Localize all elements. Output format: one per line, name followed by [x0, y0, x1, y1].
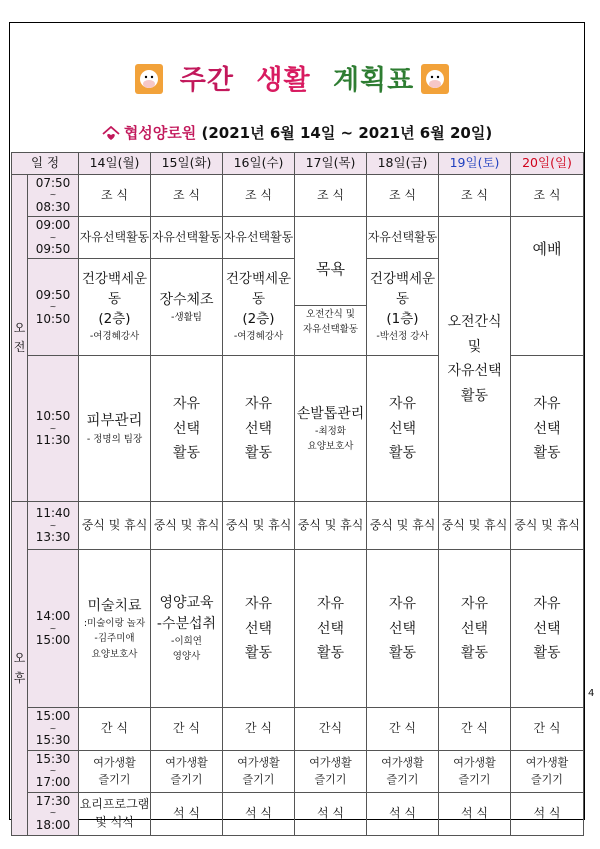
ox-mascot-icon	[421, 64, 449, 94]
time-cell	[28, 750, 79, 792]
cell-free	[439, 550, 511, 708]
text-line: 여가생활	[309, 755, 352, 769]
text-line: 자유	[316, 596, 345, 613]
text-line: -여경혜강사	[89, 331, 140, 343]
day-header: 18일(금)	[367, 153, 439, 175]
cell: 조 식	[439, 175, 511, 217]
cell: 자유선택활동	[367, 217, 439, 259]
cell: 중식 및 휴식	[439, 502, 511, 550]
title-word: 생활	[256, 65, 311, 96]
text-line: 장수체조	[159, 291, 214, 308]
cell: 석 식	[295, 792, 367, 835]
cell-exercise	[223, 259, 295, 356]
period-char: 후	[13, 670, 26, 685]
cell-exercise	[79, 259, 151, 356]
text-line: 활동	[388, 445, 417, 462]
cell: 중식 및 휴식	[511, 502, 584, 550]
time-end: 13:30	[35, 530, 71, 545]
table-row	[12, 750, 584, 792]
cell: 석 식	[151, 792, 223, 835]
text-line: 즐기기	[314, 773, 347, 787]
table-row	[12, 792, 584, 835]
cell: 간 식	[151, 708, 223, 750]
cell-bath	[295, 217, 367, 356]
title-word: 주간	[179, 65, 234, 96]
cell-nailcare	[295, 356, 367, 502]
text-line: -김주미애	[94, 633, 135, 645]
day-header: 15일(화)	[151, 153, 223, 175]
cell-saturday-am	[439, 217, 511, 502]
subtitle	[11, 122, 583, 143]
text-line: 요리프로그램	[79, 797, 150, 812]
cell-leisure	[295, 750, 367, 792]
cell: 조 식	[151, 175, 223, 217]
cell-free	[223, 356, 295, 502]
house-heart-icon	[102, 126, 120, 142]
cell: 간 식	[223, 708, 295, 750]
text-line: 여가생활	[525, 755, 569, 769]
time-end: 08:30	[35, 199, 71, 214]
text-line: 즐기기	[170, 773, 203, 787]
table-row	[12, 502, 584, 550]
period-char: 오	[13, 320, 26, 335]
text-line: 여가생활	[93, 755, 136, 769]
text-line: 요양보호사	[307, 440, 354, 452]
cell: 간 식	[511, 708, 584, 750]
time-cell	[28, 502, 79, 550]
cell: 조 식	[367, 175, 439, 217]
cell: 석 식	[511, 792, 584, 835]
text-line: 미술치료	[87, 597, 142, 614]
text-line: 손발톱관리	[296, 405, 365, 422]
text-line: 자유	[533, 596, 561, 613]
text-line: 활동	[533, 645, 561, 662]
text-line: -박선정 강사	[376, 331, 429, 343]
time-start: 15:00	[35, 709, 71, 724]
text-line: 및 석식	[95, 814, 134, 829]
time-start: 17:30	[35, 794, 71, 809]
cell: 간 식	[439, 708, 511, 750]
schedule-table	[11, 152, 584, 836]
cell: 석 식	[367, 792, 439, 835]
time-cell	[28, 792, 79, 835]
time-cell	[28, 550, 79, 708]
cell-art-therapy	[79, 550, 151, 708]
text-line: 활동	[172, 445, 201, 462]
time-end: 10:50	[35, 311, 71, 326]
time-tilde: ~	[49, 723, 57, 733]
cell: 간 식	[79, 708, 151, 750]
time-tilde: ~	[49, 302, 57, 312]
date-range: (2021년 6월 14일 ~ 2021년 6월 20일)	[201, 124, 493, 142]
text-line: 선택	[533, 620, 561, 637]
cell-free	[223, 550, 295, 708]
text-line: 선택	[388, 620, 417, 637]
text-line: 자유	[244, 396, 273, 413]
text-line: 피부관리	[86, 412, 143, 429]
period-pm	[12, 502, 28, 835]
cell-free	[295, 550, 367, 708]
cell-free	[367, 550, 439, 708]
text-line: 활동	[316, 645, 345, 662]
page-title	[11, 58, 583, 97]
cell: 자유선택활동	[223, 217, 295, 259]
cell: 간식	[295, 708, 367, 750]
text-line: 여가생활	[453, 755, 496, 769]
note-line: 자유선택활동	[302, 323, 359, 335]
header-row	[12, 153, 584, 175]
text-line: - 정명의 팀장	[86, 433, 143, 445]
cell: 석 식	[223, 792, 295, 835]
text-line: 여가생활	[165, 755, 208, 769]
text-line: 활동	[460, 645, 489, 662]
text-line: -최정화	[315, 425, 346, 437]
day-header-saturday: 19일(토)	[439, 153, 511, 175]
text-line: 선택	[244, 620, 273, 637]
cell-cooking	[79, 792, 151, 835]
text-line: -생활팀	[171, 311, 202, 323]
text-line: 즐기기	[386, 773, 419, 787]
time-tilde: ~	[49, 423, 57, 433]
org-name: 협성양로원	[123, 124, 197, 142]
cell: 중식 및 휴식	[79, 502, 151, 550]
text-line: 즐기기	[98, 773, 131, 787]
cell-free	[511, 356, 584, 502]
cell-leisure	[151, 750, 223, 792]
cell-skincare	[79, 356, 151, 502]
time-start: 09:50	[35, 287, 71, 302]
text-line: 자유선택	[447, 363, 502, 380]
text-line: 영양교육	[159, 595, 214, 612]
table-row	[12, 708, 584, 750]
time-start: 09:00	[35, 218, 71, 233]
time-cell	[28, 217, 79, 259]
cell-free	[511, 550, 584, 708]
time-end: 18:00	[35, 817, 71, 832]
text-line: 선택	[244, 420, 273, 437]
text-line: 선택	[460, 620, 489, 637]
bath-label: 목욕	[316, 260, 345, 279]
cell: 중식 및 휴식	[295, 502, 367, 550]
title-word: 계획표	[332, 65, 415, 96]
text-line: 자유	[460, 596, 489, 613]
text-line: :미술이랑 놀자	[83, 618, 146, 630]
text-line: 자유	[172, 396, 201, 413]
bath-note	[295, 305, 366, 337]
text-line: (2층)	[242, 310, 275, 327]
text-line: 자유	[388, 396, 417, 413]
text-line: 즐기기	[458, 773, 491, 787]
cell: 중식 및 휴식	[367, 502, 439, 550]
time-start: 10:50	[35, 409, 71, 424]
cell-nutrition	[151, 550, 223, 708]
time-end: 11:30	[35, 433, 71, 448]
time-tilde: ~	[49, 623, 57, 633]
time-start: 07:50	[35, 176, 71, 190]
text-line: 요양보호사	[91, 648, 138, 660]
cell: 조 식	[295, 175, 367, 217]
corner-cell: 일 정	[12, 153, 79, 175]
note-line: 오전간식 및	[306, 308, 355, 320]
cell: 조 식	[223, 175, 295, 217]
text-line: (1층)	[386, 310, 419, 327]
text-line: 활동	[533, 445, 561, 462]
time-cell	[28, 175, 79, 217]
period-char: 오	[13, 651, 26, 666]
cell-leisure	[79, 750, 151, 792]
text-line: 즐기기	[242, 773, 275, 787]
day-header: 17일(목)	[295, 153, 367, 175]
text-line: 오전간식	[447, 314, 502, 331]
cell-leisure	[511, 750, 584, 792]
text-line: 활동	[244, 645, 273, 662]
day-header-sunday: 20일(일)	[511, 153, 584, 175]
cell-exercise	[151, 259, 223, 356]
table-row	[12, 175, 584, 217]
text-line: 선택	[388, 420, 417, 437]
cell-free	[151, 356, 223, 502]
cell-leisure	[223, 750, 295, 792]
time-tilde: ~	[49, 232, 57, 242]
period-char: 전	[13, 340, 26, 355]
cell-exercise	[367, 259, 439, 356]
text-line: 즐기기	[531, 773, 563, 787]
page-number: 4	[588, 688, 595, 699]
text-line: 자유	[244, 596, 273, 613]
cell-worship	[511, 217, 584, 356]
time-cell	[28, 356, 79, 502]
text-line: 및	[467, 338, 482, 355]
text-line: 자유	[533, 396, 561, 413]
text-line: 활동	[460, 387, 489, 404]
time-end: 15:00	[35, 633, 71, 648]
cell: 자유선택활동	[79, 217, 151, 259]
time-tilde: ~	[49, 190, 57, 200]
cell: 중식 및 휴식	[223, 502, 295, 550]
text-line: 활동	[388, 645, 417, 662]
time-end: 17:00	[35, 775, 71, 790]
time-end: 09:50	[35, 241, 71, 256]
cell: 조 식	[79, 175, 151, 217]
text-line: 선택	[172, 420, 201, 437]
text-line: 자유	[388, 596, 417, 613]
worship-label: 예배	[532, 240, 562, 259]
time-start: 15:30	[35, 751, 71, 766]
cell-leisure	[439, 750, 511, 792]
text-line: 건강백세운동	[369, 271, 436, 307]
cell: 자유선택활동	[151, 217, 223, 259]
cell: 중식 및 휴식	[151, 502, 223, 550]
text-line: 여가생활	[381, 755, 424, 769]
text-line: 건강백세운동	[225, 271, 292, 307]
period-am	[12, 175, 28, 502]
time-cell	[28, 708, 79, 750]
cell: 조 식	[511, 175, 584, 217]
cell: 석 식	[439, 792, 511, 835]
text-line: 선택	[533, 420, 561, 437]
cell: 간 식	[367, 708, 439, 750]
day-header: 16일(수)	[223, 153, 295, 175]
text-line: -이희연	[171, 635, 202, 647]
table-row	[12, 550, 584, 708]
text-line: 선택	[316, 620, 345, 637]
text-line: 활동	[244, 445, 273, 462]
time-tilde: ~	[49, 765, 57, 775]
table-row	[12, 217, 584, 259]
time-start: 14:00	[35, 609, 71, 624]
header	[11, 24, 583, 148]
time-end: 15:30	[35, 733, 71, 748]
cell-free	[367, 356, 439, 502]
text-line: -여경혜강사	[233, 331, 284, 343]
text-line: 여가생활	[237, 755, 280, 769]
time-cell	[28, 259, 79, 356]
cell-leisure	[367, 750, 439, 792]
text-line: (2층)	[98, 310, 131, 327]
time-tilde: ~	[49, 520, 57, 530]
text-line: -수분섭취	[156, 615, 217, 632]
text-line: 영양사	[172, 651, 201, 663]
day-header: 14일(월)	[79, 153, 151, 175]
time-tilde: ~	[49, 808, 57, 818]
time-start: 11:40	[35, 506, 71, 521]
text-line: 건강백세운동	[81, 271, 148, 307]
